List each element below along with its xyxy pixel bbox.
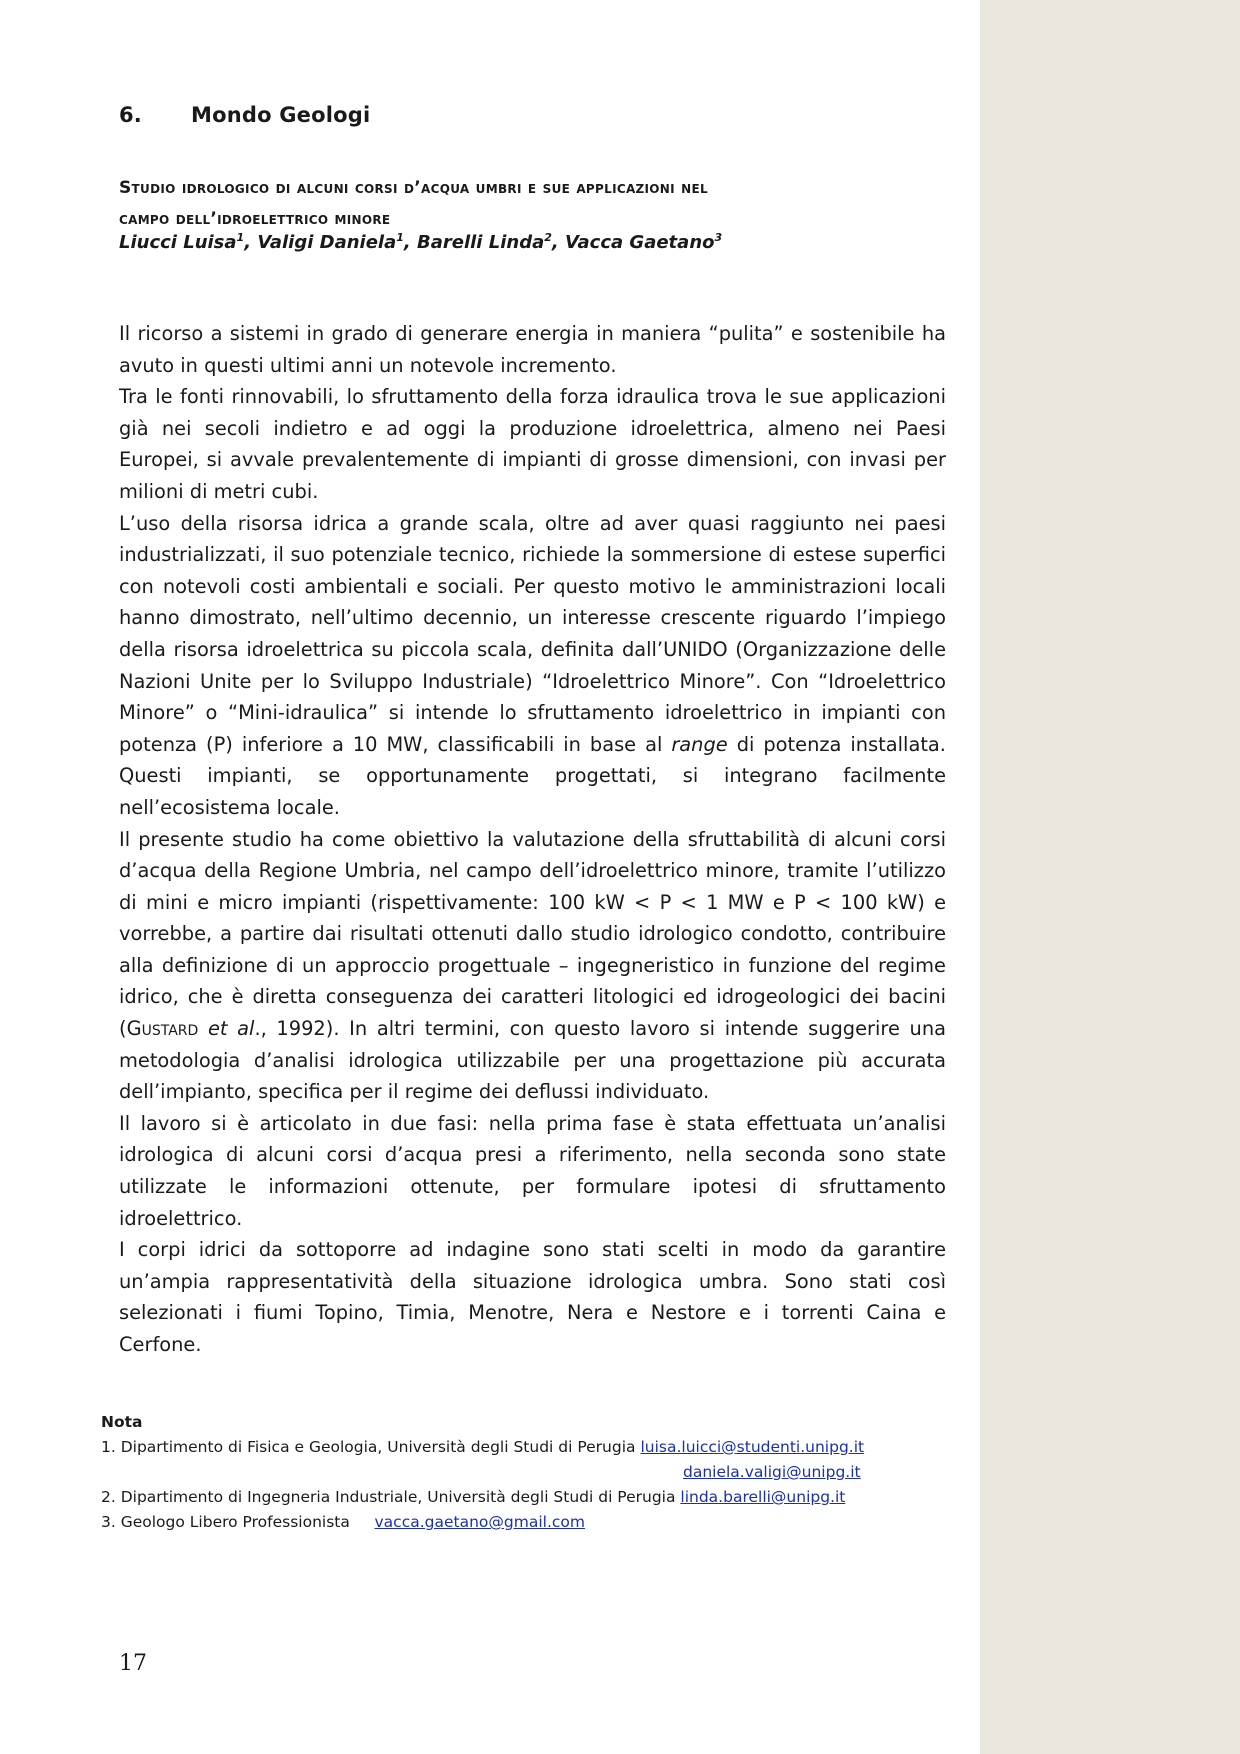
- paragraph-text: L’uso della risorsa idrica a grande scala, oltre ad aver quasi raggiunto nei paesi industrializzati, il suo potenziale tecnico, richiede la sommersione di estese superfici con notevoli costi ambientali e sociali. Per questo motivo le amministrazioni locali hanno dimostrato, nell’ultimo decennio, un interesse crescente riguardo l’impiego della risorsa idroelettrica su piccola scala, definita dall’UNIDO (Organizzazione delle Nazioni Unite per lo Sviluppo Industriale) “Idroelettrico Minore”. Con “Idroelettrico Minore” o “Mini-idraulica” si intende lo sfruttamento idroelettrico in impianti con potenza (P) inferiore a 10 MW, classificabili in base al: [119, 511, 946, 756]
- citation-author: Gustard: [126, 1017, 199, 1041]
- paragraph: Il lavoro si è articolato in due fasi: nella prima fase è stata effettuata un’analisi idrologica di alcuni corsi d’acqua presi a riferimento, nella seconda sono state utilizzate le informazioni ottenute, per formulare ipotesi di sfruttamento idroelettrico.: [119, 1111, 946, 1230]
- footnote-1: [101, 1435, 961, 1460]
- article-body: [119, 318, 946, 1361]
- author-separator: ,: [244, 232, 258, 253]
- paragraph: [119, 508, 946, 824]
- email-link[interactable]: linda.barelli@unipg.it: [680, 1488, 846, 1506]
- authors-line: [119, 231, 722, 253]
- footnote-text: 2. Dipartimento di Ingegneria Industriale, Università degli Studi di Perugia: [101, 1488, 681, 1506]
- paragraph: [119, 824, 946, 1108]
- paragraph-text: di potenza installata. Questi impianti, se opportunamente progettati, si integrano facilmente nell’ecosistema locale.: [119, 732, 946, 819]
- email-link[interactable]: luisa.luicci@studenti.unipg.it: [640, 1438, 865, 1456]
- page-number: 17: [119, 1651, 147, 1676]
- author-affiliation: 1: [396, 231, 404, 244]
- citation-etal: et al: [207, 1017, 255, 1041]
- footnote-3: [101, 1510, 961, 1535]
- author-affiliation: 1: [236, 231, 245, 244]
- footnotes: [101, 1410, 961, 1535]
- author-affiliation: 3: [714, 231, 723, 244]
- article-title: [119, 173, 946, 235]
- footnotes-title: Nota: [101, 1413, 143, 1431]
- author-separator: ,: [551, 232, 565, 253]
- author-name: Valigi Daniela: [257, 232, 397, 253]
- author-name: Liucci Luisa: [119, 232, 237, 253]
- footnote-1-continued: [101, 1460, 961, 1485]
- paragraph-text: ., 1992). In altri termini, con questo lavoro si intende suggerire una metodologia d’analisi idrologica utilizzabile per una progettazione più accurata dell’impianto, specifica per il regime dei deflussi individuato.: [119, 1017, 947, 1104]
- email-link[interactable]: daniela.valigi@unipg.it: [683, 1463, 861, 1481]
- author-name: Barelli Linda: [417, 232, 545, 253]
- article-title-line-2: campo dell’idroelettrico minore: [119, 209, 391, 229]
- footnote-2: [101, 1485, 961, 1510]
- article-title-line-1: Studio idrologico di alcuni corsi d’acqua umbri e sue applicazioni nel: [119, 178, 708, 198]
- author-affiliation: 2: [544, 231, 552, 244]
- email-link[interactable]: vacca.gaetano@gmail.com: [374, 1513, 585, 1531]
- footnote-text: 1. Dipartimento di Fisica e Geologia, Università degli Studi di Perugia: [101, 1438, 641, 1456]
- paragraph: Il ricorso a sistemi in grado di generare energia in maniera “pulita” e sostenibile ha avuto in questi ultimi anni un notevole incremento.: [119, 322, 946, 377]
- paragraph-text: Il presente studio ha come obiettivo la valutazione della sfruttabilità di alcuni corsi d’acqua della Regione Umbria, nel campo dell’idroelettrico minore, tramite l’utilizzo di mini e micro impianti (rispettivamente: 100 kW < P < 1 MW e P < 100 kW) e vorrebbe, a partire dai risultati ottenuti dallo studio idrologico condotto, contribuire alla definizione di un approccio progettuale – ingegneristico in funzione del regime idrico, che è diretta conseguenza dei caratteri litologici ed idrogeologici dei bacini (: [119, 827, 946, 1041]
- paragraph: I corpi idrici da sottoporre ad indagine sono stati scelti in modo da garantire un’ampia rappresentatività della situazione idrologica umbra. Sono stati così selezionati i fiumi Topino, Timia, Menotre, Nera e Nestore e i torrenti Caina e Cerfone.: [119, 1238, 946, 1356]
- author-separator: ,: [403, 232, 418, 253]
- margin-band: [980, 0, 1240, 1754]
- section-heading: [119, 103, 370, 127]
- section-number: 6.: [119, 103, 142, 127]
- author-name: Vacca Gaetano: [565, 232, 715, 253]
- section-title: Mondo Geologi: [191, 103, 371, 127]
- footnote-text: 3. Geologo Libero Professionista: [101, 1513, 350, 1531]
- paragraph: Tra le fonti rinnovabili, lo sfruttamento della forza idraulica trova le sue applicazioni già nei secoli indietro e ad oggi la produzione idroelettrica, almeno nei Paesi Europei, si avvale prevalentemente di impianti di grosse dimensioni, con invasi per milioni di metri cubi.: [119, 385, 946, 503]
- italic-term: range: [671, 732, 728, 756]
